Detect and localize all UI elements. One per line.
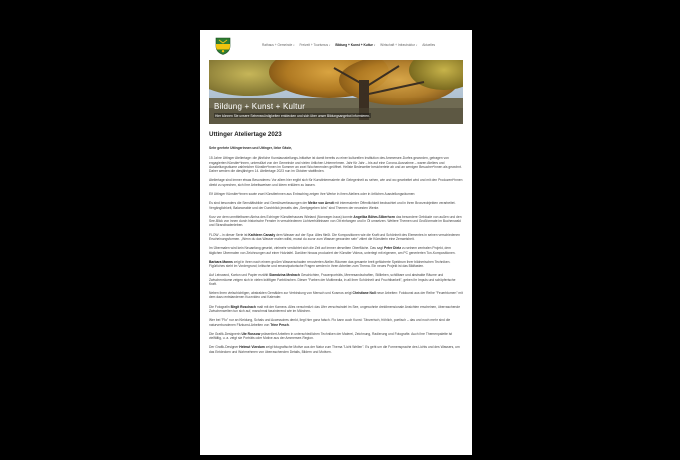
nav-item-label: Rathaus + Gemeinde	[262, 43, 293, 47]
hero-banner	[209, 60, 463, 124]
artist-name: Ute Rossow	[241, 331, 261, 336]
nav-item-4[interactable]	[422, 43, 435, 47]
nav-item-label: Aktuelles	[422, 43, 436, 47]
artist-name: Siamdzina Medrach	[269, 273, 300, 278]
paragraph-text: Neben ihren vielschichtigen, abstrakten Gemälden zur Verbindung von Mensch und Kosmos zeigt	[209, 291, 353, 296]
article-paragraph	[209, 201, 463, 210]
article-paragraph	[209, 260, 463, 269]
chevron-down-icon: ▾	[373, 43, 376, 47]
article-paragraph	[209, 233, 463, 242]
artist-name: Christiane Noll	[352, 291, 376, 296]
article-paragraph	[209, 273, 463, 286]
artist-name: Peter Dietz	[384, 246, 402, 251]
article-title: Uttinger Ateliertage 2023	[209, 131, 282, 138]
article-paragraph	[209, 291, 463, 300]
nav-item-1[interactable]	[299, 43, 330, 47]
artist-name: Trine Pesch	[270, 322, 289, 327]
paragraph-text: Die Fotografin	[209, 304, 231, 309]
article-paragraph	[209, 246, 463, 255]
artist-name: Birgit Roschach	[230, 304, 256, 309]
article-paragraph	[209, 178, 463, 187]
article-paragraph	[209, 305, 463, 314]
article-paragraph	[209, 192, 463, 196]
paragraph-text: Die Grafik-Designerin	[209, 331, 242, 336]
paragraph-text: Es sind besonders die Sensitätsbilde und Gemütsverfassungen der	[209, 201, 309, 206]
nav-item-label: Bildung + Kunst + Kultur	[335, 43, 373, 47]
nav-item-2[interactable]	[335, 43, 375, 47]
nav-item-3[interactable]	[380, 43, 417, 47]
paragraph-text: Elf Uttinger Künstler*innen sowie zwei Künstlerinnen aus Entraching zeigen ihre Werke in ihren Ateliers oder in örtlichen Ausstellungsräumen:	[209, 191, 416, 196]
artist-name: Angelika Böhm-Silberhorn	[353, 214, 395, 219]
nav-item-label: Wirtschaft + Infrastruktur	[380, 43, 415, 47]
paragraph-text: neue Arbeiten: Fotokunst aus der Reihe "Feuerblumen" mit dem dazu entstandenen Kurzvideo und Kalender.	[209, 291, 463, 300]
paragraph-text: malt mit der Kamera. Alles verschmilzt: das Ufer verschwindet im See, ungewohnte dreidimensionale Ansichten erscheinen, überraschende Zwischenwelten tun sich auf, manchmal faszinierend wie im Märchen.	[209, 304, 461, 314]
chevron-down-icon: ▾	[293, 43, 295, 47]
artist-name: Helmut Vizedum	[239, 345, 265, 350]
municipal-coat-of-arms-logo[interactable]	[215, 37, 231, 55]
chevron-down-icon: ▾	[329, 43, 331, 47]
paragraph-text: zeigt fotografische Motive aus der Natur zum Thema "Licht Wellen". Es geht um die Formensprache des Lichts und des Wassers, um das Entdecken und Wahrnehmen von überraschenden Details, Bildern und Motiven.	[209, 345, 460, 354]
hero-title: Bildung + Kunst + Kultur	[214, 102, 306, 111]
article-greeting: Sehr geehrte Uttingerinnen und Uttinger, liebe Gäste,	[209, 146, 293, 150]
article-paragraph	[209, 345, 463, 354]
article-paragraph	[209, 215, 463, 228]
paragraph-text: mit interessierter Öffentlichkeit beobachtet und in ihren Bronzeobjekten verarbeitet. Vergänglichkeit, Balanceakte und der Durchblick jenseits des „Seetgegeben Ichs" sind Themen der neuesten Werke.	[209, 201, 456, 210]
paragraph-text: Der Grafik-Designer	[209, 345, 240, 350]
paragraph-text: Im Übermalen wird kein Neuanfang gesetzt, vielmehr verdichtet sich die Zeit auf immer derselben Oberfläche. Das sagt	[209, 246, 384, 251]
main-navigation	[262, 43, 435, 47]
artist-name: Barbara Manns	[209, 259, 233, 264]
paragraph-text: das besondere Gebäude von außen und den See-Blick von innen durch historische Fenster in verschiedenen Lichtverhältnissen von Ott einfangen und in Öl umsetzen. Weitere Themen und Großformate im Buchenwald und Strandbadenleben.	[209, 214, 462, 228]
paragraph-text: .	[288, 322, 290, 327]
nav-item-0[interactable]	[262, 43, 294, 47]
article-body	[209, 156, 463, 354]
article-paragraph	[209, 318, 463, 327]
paragraph-text: Wer bei "Flo" nur an Kleidung, Schals und Accessoires denkt, liegt hier ganz falsch. Flo kann auch Kunst: Tänzerisch, fröhlich, poetisch – das und noch mehr sind die naturverbundenen Filzkunst-Arbeiten von	[209, 318, 451, 327]
paragraph-text: Ateliertage sind immer etwas Besonderes: Vor allem hier ergibt sich für Kunstinteressierte die Gelegenheit zu sehen, wie und wo gearbeitet wird und mit den Produzent*innen direkt zu sprechen, sich ihre Arbeitsweisen und Ideen erklären zu lassen.	[209, 178, 463, 187]
paragraph-text: dem Wasser auf der Spur. Alles fließt. Die Kompositionen wie die Kraft und Schönheit des Elementes in seinen verschiedenen Erscheinungsformen. „Wenn du das Wasser malen willst, musst du zuvor zum Wasser geworden sein" zitiert die Künstlerin eine Zenweisheit.	[209, 232, 460, 241]
paragraph-text: FLOW – in dieser Serie ist	[209, 232, 249, 237]
paragraph-text: 15 Jahre Uttinger Ateliertage: die jährliche Kunstausstellungs-Initiative ist damit bereits zu einer kulturellen Institution des Ammersee-Dorfes geworden, getragen von engagierten Künstler*innen, unterstützt von der Gemeinde und vielen örtlichen Unternehmen. Jahr für Jahr – bis auf eine Corona-Ausnahme – waren Ateliers und Ausstellungsräume zahlreicher Künstler*innen im Sommer an zwei Wochenenden geöffnet. Hellste Bedeweiter besichertete ab und an wenigen Besucher*innen als gewohnt. Daher werden die diesjährigen 14. Ateliertage 2023 nun im Oktober stattfinden.	[209, 156, 462, 174]
hero-subtitle: Hier können Sie unsere Sehenswürdigkeiten entdecken und sich über unser Bildungsangebot informieren.	[215, 113, 370, 118]
site-header	[200, 30, 472, 60]
article	[209, 131, 463, 359]
artist-name: Kathleen Canady	[248, 232, 276, 237]
paragraph-text: Geschichten, Frauenporträts, Meeresandschaften, Stillleben, schillbare und abstrakte Räume und Zwischenräume zeigen sich in vielen kräftigen Farbtönchen. Dieser "Farben der Multimedia, in all ihrer Schönheit und Fruchtbarkeit", geben ihr Impuls und schöpferische Kraft.	[209, 273, 456, 286]
article-paragraph	[209, 332, 463, 341]
chevron-down-icon: ▾	[415, 43, 418, 47]
paragraph-text: präsentiert Arbeiten in unterschiedlichen Techniken der Malerei, Zeichnung, Radierung und Fotografie. Auch ihre Themenpalette ist vielfältig, u. a. zeigt sie Porträts oder Motive aus der Ammersee-Region.	[209, 331, 453, 341]
nav-item-label: Freizeit + Tourismus	[299, 43, 329, 47]
artist-name: Meike von Arndt	[308, 201, 334, 206]
paragraph-text: zu seinem zentralen Projekt, dem täglichen Übermalen von Zeichnungen auf einer Holztafel. Darüber hinaus produziert der Künstler Videos, unterlegt mit eigenem, am PC generierten Ton-Kompositionen.	[209, 246, 456, 255]
article-paragraph	[209, 156, 463, 173]
paragraph-text: Auf Leinwand, Karton und Papier erzählt	[209, 273, 270, 278]
page-content	[200, 30, 472, 455]
paragraph-text: zeigt in ihren nach einem großen Wasserschaden renovierten Atelier-Räumen das gesamte breit gefächerte Spektrum ihrer bildnerischen Techniken. Figürliches steht im Vordergrund; kritische und emanzipatorische Fragen werden in ihren Arbeiten zum Thema. Ein neues Projekt ist das Bildfasten.	[209, 259, 451, 269]
paragraph-text: Kurz vor dem unmittelbaren Abriss des Echinger Künstlerhauses Wieland (Norweger-haus) konnte	[209, 214, 354, 219]
